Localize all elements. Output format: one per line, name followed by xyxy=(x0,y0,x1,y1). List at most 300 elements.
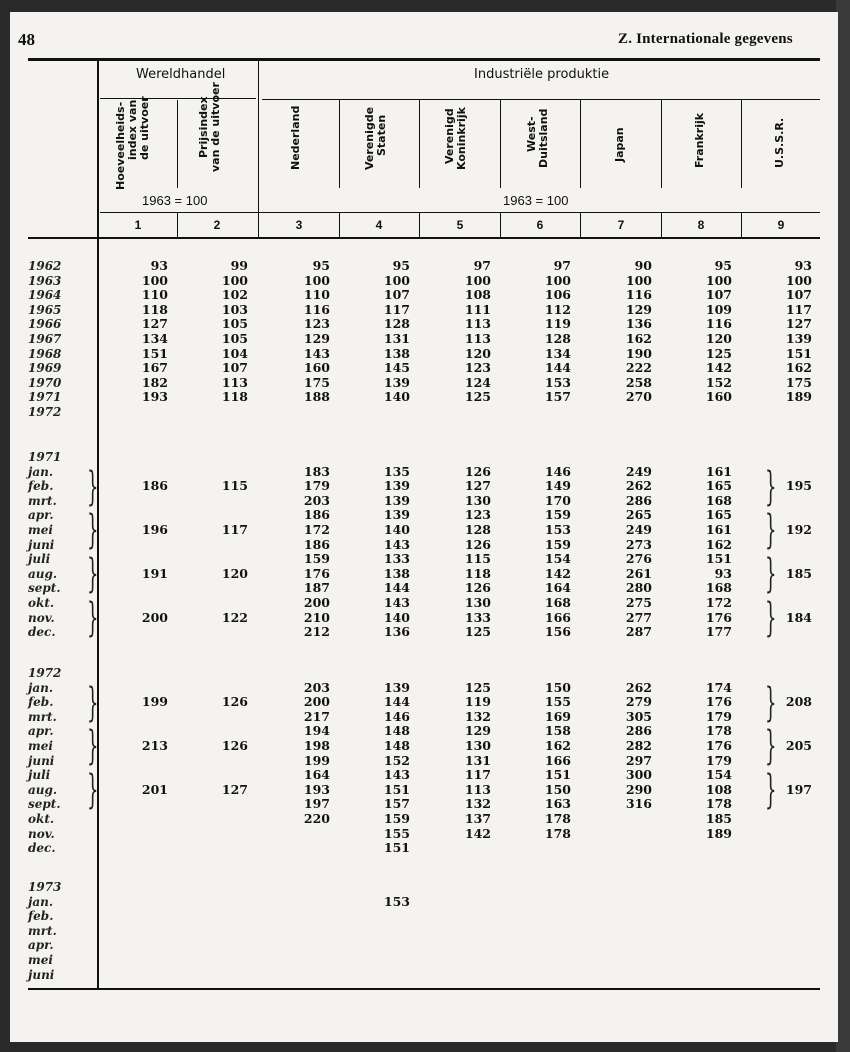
table-cell: 119 xyxy=(464,694,491,710)
col-sep-3 xyxy=(339,100,340,188)
table-cell: 290 xyxy=(625,781,652,797)
table-cell: 127 xyxy=(464,478,491,494)
col-sep-3b xyxy=(339,213,340,237)
month-label: feb. xyxy=(28,909,54,924)
col-number-5: 5 xyxy=(456,218,464,232)
running-head: Z. Internationale gegevens xyxy=(618,31,793,47)
table-cell: 164 xyxy=(303,767,330,783)
table-cell: 265 xyxy=(625,507,652,523)
month-label: jan. xyxy=(28,464,54,479)
table-cell: 107 xyxy=(785,287,812,303)
table-cell: 179 xyxy=(705,708,732,724)
table-cell: 123 xyxy=(464,507,491,523)
table-cell: 138 xyxy=(383,345,410,361)
table-cell: 176 xyxy=(705,609,732,625)
quarterly-cell: 126 xyxy=(221,738,248,753)
col-header-7 xyxy=(614,127,626,162)
quarter-brace-icon: } xyxy=(86,463,99,510)
table-cell: 133 xyxy=(383,551,410,567)
table-cell: 95 xyxy=(714,258,732,273)
table-cell: 116 xyxy=(625,287,652,303)
month-label: okt. xyxy=(28,812,55,826)
table-cell: 104 xyxy=(221,345,248,361)
month-label: mei xyxy=(28,953,53,967)
year-label: 1971 xyxy=(28,450,62,464)
table-cell: 144 xyxy=(544,360,571,376)
table-cell: 120 xyxy=(464,345,491,361)
table-cell: 127 xyxy=(785,316,812,332)
table-cell: 249 xyxy=(625,522,652,537)
col-header-4-line1: Verenigde xyxy=(363,106,376,170)
table-cell: 110 xyxy=(141,287,168,303)
quarter-brace-icon: } xyxy=(764,767,777,814)
table-cell: 119 xyxy=(544,316,571,332)
base-year-label-1: 1963 = 100 xyxy=(142,193,208,208)
table-cell: 167 xyxy=(141,360,168,376)
table-cell: 270 xyxy=(625,389,652,405)
table-cell: 97 xyxy=(473,258,491,273)
table-cell: 140 xyxy=(383,609,410,625)
quarterly-cell: 115 xyxy=(221,478,248,494)
table-cell: 166 xyxy=(544,609,571,625)
table-cell: 152 xyxy=(705,374,732,390)
table-cell: 161 xyxy=(705,463,732,479)
table-cell: 127 xyxy=(141,316,168,332)
table-cell: 151 xyxy=(544,767,571,783)
table-cell: 199 xyxy=(303,752,330,768)
table-cell: 105 xyxy=(221,331,248,346)
table-cell: 130 xyxy=(464,595,491,610)
page-number: 48 xyxy=(18,30,35,49)
table-cell: 305 xyxy=(625,708,652,724)
table-cell: 200 xyxy=(303,595,330,610)
table-cell: 134 xyxy=(141,331,168,346)
quarter-brace-icon: } xyxy=(86,767,99,814)
table-cell: 113 xyxy=(221,374,248,390)
month-label: mrt. xyxy=(28,709,57,724)
table-cell: 158 xyxy=(544,723,571,739)
table-cell: 316 xyxy=(625,796,652,812)
month-label: aug. xyxy=(28,566,58,581)
table-cell: 93 xyxy=(714,565,732,581)
year-label: 1965 xyxy=(28,302,62,317)
month-label: okt. xyxy=(28,596,55,610)
table-cell: 108 xyxy=(464,287,491,303)
month-label: juni xyxy=(28,537,55,552)
group-underline-2 xyxy=(262,99,820,100)
table-cell: 159 xyxy=(303,551,330,567)
table-cell: 193 xyxy=(141,389,168,405)
table-cell: 142 xyxy=(464,825,491,841)
table-cell: 162 xyxy=(785,360,812,376)
table-cell: 300 xyxy=(625,767,652,783)
quarterly-cell: 200 xyxy=(141,609,168,625)
col-sep-4 xyxy=(419,100,420,188)
table-cell: 97 xyxy=(553,258,571,273)
quarterly-cell: 191 xyxy=(141,565,168,581)
table-cell: 162 xyxy=(705,536,732,552)
table-cell: 175 xyxy=(785,374,812,390)
table-cell: 258 xyxy=(625,374,652,390)
year-label: 1970 xyxy=(28,375,62,390)
table-cell: 297 xyxy=(625,752,652,768)
table-cell: 164 xyxy=(544,580,571,596)
table-cell: 179 xyxy=(705,752,732,768)
quarterly-cell: 192 xyxy=(785,522,812,537)
col-sep-1 xyxy=(177,100,178,188)
table-cell: 166 xyxy=(544,752,571,768)
table-cell: 131 xyxy=(464,752,491,768)
table-cell: 120 xyxy=(705,331,732,346)
table-cell: 124 xyxy=(464,374,491,390)
table-cell: 128 xyxy=(544,331,571,346)
table-cell: 106 xyxy=(544,287,571,303)
month-label: feb. xyxy=(28,479,54,494)
month-label: apr. xyxy=(28,724,54,739)
col-header-2-line2: van de uitvoer xyxy=(209,82,222,172)
table-cell: 161 xyxy=(705,522,732,537)
month-label: apr. xyxy=(28,938,54,953)
quarterly-cell: 117 xyxy=(221,522,248,537)
table-cell: 287 xyxy=(625,624,652,640)
year-label: 1964 xyxy=(28,288,62,303)
col-header-1-line3: de uitvoer xyxy=(138,96,151,160)
table-cell: 144 xyxy=(383,580,410,596)
table-cell: 154 xyxy=(705,767,732,783)
table-cell: 115 xyxy=(464,551,491,567)
table-cell: 138 xyxy=(383,565,410,581)
table-cell: 156 xyxy=(544,624,571,640)
table-cell: 140 xyxy=(383,389,410,405)
table-cell: 159 xyxy=(544,507,571,523)
quarterly-cell: 195 xyxy=(785,478,812,494)
table-cell: 117 xyxy=(785,301,812,317)
table-cell: 116 xyxy=(303,301,330,317)
year-label: 1973 xyxy=(28,880,62,894)
table-cell: 90 xyxy=(634,258,652,273)
table-cell: 203 xyxy=(303,679,330,695)
table-cell: 129 xyxy=(303,331,330,346)
quarterly-cell: 213 xyxy=(141,738,168,753)
table-cell: 172 xyxy=(705,595,732,610)
table-cell: 282 xyxy=(625,738,652,753)
table-cell: 155 xyxy=(544,694,571,710)
table-cell: 261 xyxy=(625,565,652,581)
table-cell: 186 xyxy=(303,507,330,523)
group-title-wereldhandel: Wereldhandel xyxy=(136,67,226,82)
month-label: juni xyxy=(28,753,55,768)
col-header-5-line1: Verenigd xyxy=(443,108,456,164)
col-header-8-line1: Frankrijk xyxy=(693,112,706,168)
table-cell: 143 xyxy=(383,595,410,610)
table-cell: 130 xyxy=(464,738,491,753)
table-cell: 151 xyxy=(383,781,410,797)
col-header-4 xyxy=(364,107,388,170)
table-cell: 129 xyxy=(625,301,652,317)
table-cell: 187 xyxy=(303,580,330,596)
table-cell: 262 xyxy=(625,478,652,494)
table-cell: 139 xyxy=(383,374,410,390)
table-cell: 220 xyxy=(303,811,330,826)
table-cell: 186 xyxy=(303,536,330,552)
quarterly-cell: 127 xyxy=(221,781,248,797)
table-cell: 150 xyxy=(544,781,571,797)
table-cell: 107 xyxy=(221,360,248,376)
col-number-7: 7 xyxy=(617,218,625,232)
table-cell: 125 xyxy=(705,345,732,361)
table-cell: 130 xyxy=(464,492,491,508)
table-cell: 277 xyxy=(625,609,652,625)
table-cell: 100 xyxy=(785,272,812,288)
table-cell: 135 xyxy=(383,463,410,479)
table-cell: 162 xyxy=(625,331,652,346)
table-cell: 176 xyxy=(705,694,732,710)
bottom-rule xyxy=(28,988,820,990)
table-cell: 134 xyxy=(544,345,571,361)
table-cell: 217 xyxy=(303,708,330,724)
table-cell: 100 xyxy=(221,272,248,288)
table-cell: 126 xyxy=(464,580,491,596)
table-cell: 262 xyxy=(625,679,652,695)
table-cell: 131 xyxy=(383,331,410,346)
top-rule xyxy=(28,58,820,61)
col-number-3: 3 xyxy=(295,218,303,232)
table-cell: 139 xyxy=(383,478,410,494)
col-header-4-line2: Staten xyxy=(375,114,388,156)
month-label: jan. xyxy=(28,680,54,695)
table-cell: 126 xyxy=(464,463,491,479)
year-label: 1968 xyxy=(28,346,62,361)
year-label: 1963 xyxy=(28,273,62,288)
table-cell: 146 xyxy=(544,463,571,479)
col-sep-7b xyxy=(661,213,662,237)
table-cell: 193 xyxy=(303,781,330,797)
table-cell: 150 xyxy=(544,679,571,695)
quarterly-cell: 199 xyxy=(141,694,168,710)
table-cell: 140 xyxy=(383,522,410,537)
table-cell: 189 xyxy=(705,825,732,841)
month-label: apr. xyxy=(28,508,54,523)
table-cell: 197 xyxy=(303,796,330,812)
table-cell: 125 xyxy=(464,624,491,640)
year-label: 1969 xyxy=(28,361,62,376)
col-sep-7 xyxy=(661,100,662,188)
table-cell: 168 xyxy=(544,595,571,610)
table-cell: 118 xyxy=(141,301,168,317)
table-cell: 142 xyxy=(705,360,732,376)
quarterly-cell: 184 xyxy=(785,609,812,625)
col-header-3-line1: Nederland xyxy=(289,105,302,170)
quarter-brace-icon: } xyxy=(86,723,99,770)
month-label: sept. xyxy=(28,581,61,596)
table-cell: 177 xyxy=(705,624,732,640)
table-cell: 165 xyxy=(705,507,732,523)
quarterly-cell: 205 xyxy=(785,738,812,753)
col-header-6-line1: West- xyxy=(525,116,538,152)
col-number-2: 2 xyxy=(213,218,221,232)
table-cell: 100 xyxy=(625,272,652,288)
table-cell: 126 xyxy=(464,536,491,552)
table-cell: 151 xyxy=(383,840,410,856)
table-cell: 168 xyxy=(705,492,732,508)
col-number-1: 1 xyxy=(134,218,142,232)
table-cell: 157 xyxy=(544,389,571,405)
table-cell: 139 xyxy=(383,492,410,508)
table-cell: 137 xyxy=(464,811,491,826)
table-cell: 129 xyxy=(464,723,491,739)
table-cell: 200 xyxy=(303,694,330,710)
quarterly-cell: 120 xyxy=(221,565,248,581)
table-cell: 153 xyxy=(383,893,410,909)
table-cell: 99 xyxy=(230,258,248,273)
table-cell: 163 xyxy=(544,796,571,812)
col-number-9: 9 xyxy=(777,218,785,232)
table-cell: 249 xyxy=(625,463,652,479)
table-cell: 170 xyxy=(544,492,571,508)
col-header-9 xyxy=(774,118,786,168)
table-cell: 100 xyxy=(544,272,571,288)
month-label: nov. xyxy=(28,826,55,841)
page-edge-shadow xyxy=(836,0,850,1052)
col-number-8: 8 xyxy=(697,218,705,232)
table-cell: 143 xyxy=(383,767,410,783)
col-sep-8 xyxy=(741,100,742,188)
table-cell: 100 xyxy=(383,272,410,288)
header-bottom-rule xyxy=(28,237,820,239)
table-cell: 117 xyxy=(464,767,491,783)
table-cell: 183 xyxy=(303,463,330,479)
col-sep-8b xyxy=(741,213,742,237)
table-cell: 178 xyxy=(544,811,571,826)
table-cell: 113 xyxy=(464,316,491,332)
table-cell: 136 xyxy=(625,316,652,332)
table-cell: 107 xyxy=(705,287,732,303)
col-number-6: 6 xyxy=(536,218,544,232)
table-cell: 168 xyxy=(705,580,732,596)
table-cell: 273 xyxy=(625,536,652,552)
table-cell: 169 xyxy=(544,708,571,724)
table-cell: 175 xyxy=(303,374,330,390)
quarterly-cell: 186 xyxy=(141,478,168,494)
month-label: mrt. xyxy=(28,493,57,508)
table-cell: 113 xyxy=(464,781,491,797)
quarter-brace-icon: } xyxy=(86,595,99,641)
table-cell: 145 xyxy=(383,360,410,376)
col-sep-6 xyxy=(580,100,581,188)
col-sep-6b xyxy=(580,213,581,237)
table-cell: 176 xyxy=(705,738,732,753)
table-cell: 107 xyxy=(383,287,410,303)
table-cell: 144 xyxy=(383,694,410,710)
quarterly-cell: 197 xyxy=(785,781,812,797)
table-cell: 275 xyxy=(625,595,652,610)
table-cell: 117 xyxy=(383,301,410,317)
table-cell: 286 xyxy=(625,492,652,508)
col-header-8 xyxy=(694,113,706,168)
year-label: 1962 xyxy=(28,259,62,273)
table-cell: 157 xyxy=(383,796,410,812)
year-label: 1972 xyxy=(28,666,62,680)
table-cell: 95 xyxy=(312,258,330,273)
col-header-5 xyxy=(444,107,468,170)
col-header-6-line2: Duitsland xyxy=(537,108,550,168)
month-label: juli xyxy=(28,768,51,783)
table-cell: 160 xyxy=(303,360,330,376)
table-cell: 148 xyxy=(383,738,410,753)
table-cell: 136 xyxy=(383,624,410,640)
table-cell: 153 xyxy=(544,522,571,537)
quarter-brace-icon: } xyxy=(764,723,777,770)
table-cell: 286 xyxy=(625,723,652,739)
quarterly-cell: 196 xyxy=(141,522,168,537)
table-cell: 160 xyxy=(705,389,732,405)
base-rule xyxy=(100,212,820,213)
table-cell: 113 xyxy=(464,331,491,346)
table-cell: 154 xyxy=(544,551,571,567)
table-cell: 198 xyxy=(303,738,330,753)
col-sep-1b xyxy=(177,213,178,237)
month-label: dec. xyxy=(28,841,56,856)
table-cell: 116 xyxy=(705,316,732,332)
table-cell: 194 xyxy=(303,723,330,739)
table-cell: 155 xyxy=(383,825,410,841)
table-cell: 276 xyxy=(625,551,652,567)
quarterly-cell: 122 xyxy=(221,609,248,625)
table-cell: 100 xyxy=(464,272,491,288)
table-cell: 185 xyxy=(705,811,732,826)
table-cell: 125 xyxy=(464,389,491,405)
table-cell: 109 xyxy=(705,301,732,317)
table-cell: 125 xyxy=(464,679,491,695)
table-cell: 112 xyxy=(544,301,571,317)
table-cell: 203 xyxy=(303,492,330,508)
table-cell: 95 xyxy=(392,258,410,273)
group-title-industrie: Industriële produktie xyxy=(474,67,610,82)
table-cell: 102 xyxy=(221,287,248,303)
table-cell: 128 xyxy=(383,316,410,332)
table-cell: 162 xyxy=(544,738,571,753)
quarter-brace-icon: } xyxy=(86,507,99,554)
table-cell: 159 xyxy=(383,811,410,826)
quarterly-cell: 185 xyxy=(785,565,812,581)
month-label: mei xyxy=(28,739,53,753)
table-cell: 139 xyxy=(785,331,812,346)
table-cell: 103 xyxy=(221,301,248,317)
table-cell: 146 xyxy=(383,708,410,724)
table-cell: 176 xyxy=(303,565,330,581)
table-cell: 139 xyxy=(383,507,410,523)
table-cell: 132 xyxy=(464,796,491,812)
table-cell: 153 xyxy=(544,374,571,390)
table-cell: 178 xyxy=(705,723,732,739)
month-label: sept. xyxy=(28,797,61,812)
col-sep-5b xyxy=(500,213,501,237)
table-cell: 123 xyxy=(464,360,491,376)
col-header-2-line1: Prijsindex xyxy=(197,96,210,158)
table-cell: 108 xyxy=(705,781,732,797)
year-label: 1966 xyxy=(28,317,62,332)
quarter-brace-icon: } xyxy=(764,551,777,598)
table-cell: 212 xyxy=(303,624,330,640)
col-header-9-line1: U.S.S.R. xyxy=(773,117,786,168)
table-cell: 189 xyxy=(785,389,812,405)
month-label: juni xyxy=(28,967,55,982)
table-cell: 123 xyxy=(303,316,330,332)
year-label: 1967 xyxy=(28,332,62,346)
quarter-brace-icon: } xyxy=(764,463,777,510)
table-cell: 100 xyxy=(141,272,168,288)
table-cell: 152 xyxy=(383,752,410,768)
